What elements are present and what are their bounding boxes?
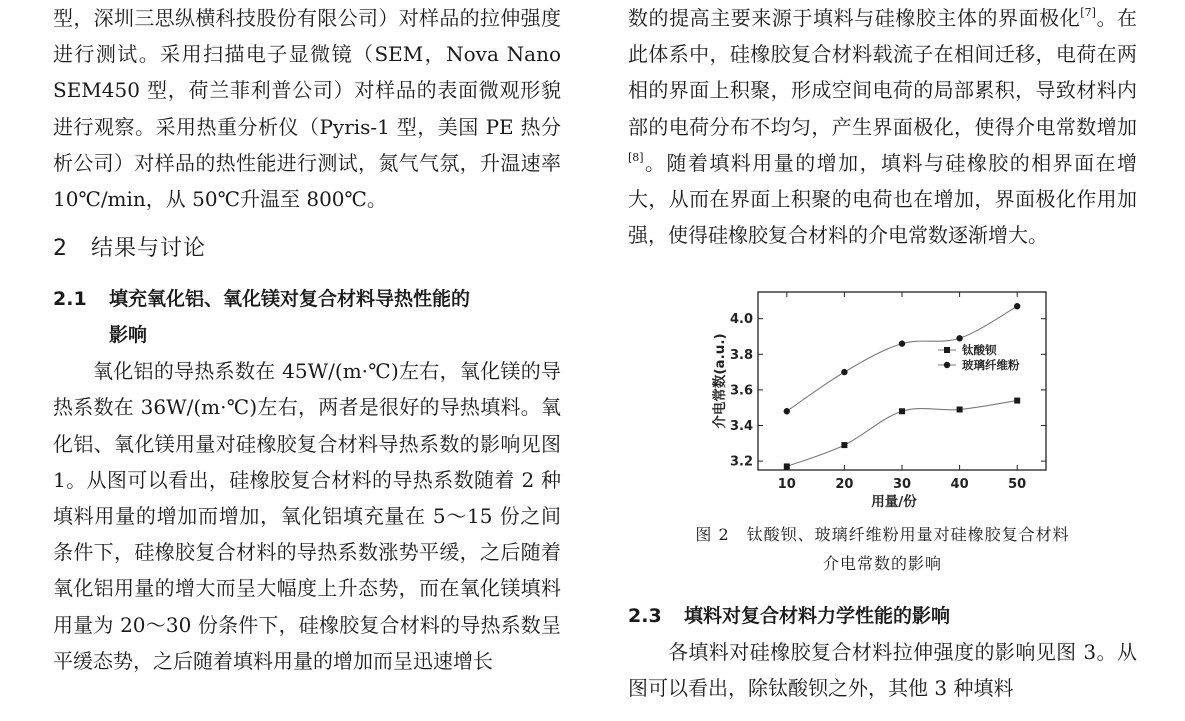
dielectric-constant-chart [700,288,1050,512]
data-point-circle [899,340,905,346]
subsection-title-line1: 填充氧化铝、氧化镁对复合材料导热性能的 [109,288,471,311]
y-axis-label: 介电常数(a.u.) [712,333,728,429]
subsection-heading-2-1 [53,281,561,353]
data-point-square [899,408,905,414]
plot-area [711,292,1046,510]
paragraph-mechanical: 各填料对硅橡胶复合材料拉伸强度的影响见图 3。从图可以看出，除钛酸钡之外，其他 3 种填料 [628,640,1137,700]
y-tick-label: 3.8 [729,347,753,363]
y-tick-label: 3.4 [729,419,753,434]
data-point-square [957,406,963,412]
data-point-circle [956,335,962,341]
right-column [628,0,1137,253]
x-axis-label: 用量/份 [871,494,917,510]
plot-frame [758,292,1046,470]
legend-label: 玻璃纤维粉 [962,358,1020,372]
legend-marker-circle [944,362,950,368]
subsection-title: 填料对复合材料力学性能的影响 [684,605,951,627]
data-point-square [784,463,790,469]
y-tick-label: 4.0 [729,312,753,328]
x-tick-label: 10 [777,477,796,492]
paragraph-dielectric [628,0,1137,253]
data-point-circle [841,369,847,375]
subsection-number: 2.1 [53,288,87,311]
data-point-square [1014,398,1020,404]
subsection-heading-2-3 [628,598,1137,634]
citation-7: [7] [1080,6,1096,19]
x-tick-label: 30 [892,477,912,492]
legend-label: 钛酸钡 [962,343,997,357]
paragraph-dielectric-part1: 数的提高主要来源于填料与硅橡胶主体的界面极化 [628,6,1081,30]
y-tick-label: 3.2 [729,454,753,470]
paragraph-dielectric-part3: 。随着填料用量的增加，填料与硅橡胶的相界面在增大，从而在界面上积聚的电荷也在增加，界面极化作用加强，使得硅橡胶复合材料的介电常数逐渐增大。 [628,150,1137,248]
x-tick-label: 40 [950,477,969,492]
section-heading-2: 2 结果与讨论 [53,236,206,262]
data-point-square [841,442,847,448]
section-2-3 [628,598,1137,706]
citation-8: [8] [628,150,644,164]
figure-caption [628,520,1137,578]
x-tick-label: 50 [1008,477,1027,492]
x-tick-label: 20 [835,477,854,492]
figure-caption-line1: 图 2 钛酸钡、玻璃纤维粉用量对硅橡胶复合材料 [695,525,1070,544]
legend-marker-square [944,347,950,353]
paragraph-dielectric-part2: 。在此体系中，硅橡胶复合材料载流子在相间迁移，电荷在两相的界面上积聚，形成空间电荷的局部累积，导致材料内部的电荷分布不均匀，产生界面极化，使得介电常数增加 [628,6,1138,139]
subsection-title-line2: 影响 [109,324,148,347]
data-point-circle [784,408,790,414]
subsection-number: 2.3 [628,605,662,627]
paragraph-methods-end: 型，深圳三思纵横科技股份有限公司）对样品的拉伸强度进行测试。采用扫描电子显微镜（SEM，Nova Nano SEM450 型，荷兰菲利普公司）对样品的表面微观形貌进行观察。采用热重分析仪（Pyris-1 型，美国 PE 热分析公司）对样品的热性能进行测试，氮气气氛，升温速率 10℃/min，从 50℃升温至 800℃。 [53,6,561,212]
data-point-circle [1014,303,1020,309]
y-tick-label: 3.6 [729,383,753,399]
left-column [53,0,561,679]
paragraph-thermal-conductivity: 氧化铝的导热系数在 45W/(m·℃)左右，氧化镁的导热系数在 36W/(m·℃)左右，两者是很好的导热填料。氧化铝、氧化镁用量对硅橡胶复合材料导热系数的影响见图 1。从图可以看出，硅橡胶复合材料的导热系数随着 2 种填料用量的增加而增加，氧化铝填充量在 5～15 份之间条件下，硅橡胶复合材料的导热系数涨势平缓，之后随着氧化铝用量的增大而呈大幅度上升态势，而在氧化镁填料用量为 20～30 份条件下，硅橡胶复合材料的导热系数呈平缓态势，之后随着填料用量的增加而呈迅速增长 [53,359,561,673]
figure-caption-line2: 介电常数的影响 [822,554,942,573]
